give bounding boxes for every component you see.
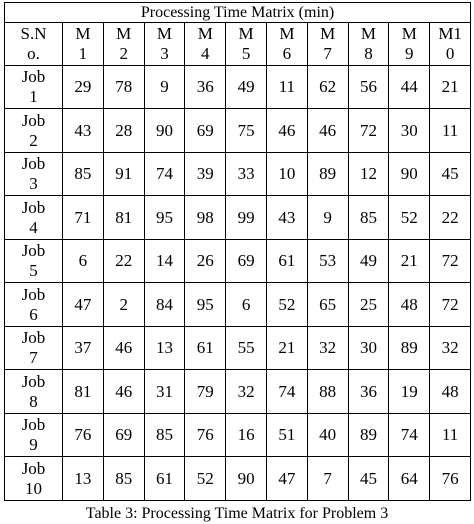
header-serial-no	[5, 23, 63, 66]
time-cell: 81	[103, 196, 144, 240]
job-label-line: 3	[29, 174, 38, 194]
time-cell: 95	[185, 283, 226, 327]
job-label-line: Job	[21, 284, 46, 304]
job-label-cell	[5, 283, 63, 327]
time-cell: 74	[144, 152, 185, 196]
header-text-line: 7	[323, 43, 332, 63]
time-cell: 85	[103, 457, 144, 501]
job-label-line: Job	[21, 371, 46, 391]
time-cell: 13	[144, 326, 185, 370]
time-cell: 61	[185, 326, 226, 370]
header-text-line: M	[197, 23, 213, 43]
header-machine-5	[226, 23, 267, 66]
table-title: Processing Time Matrix (min)	[5, 3, 471, 23]
time-cell: 90	[144, 109, 185, 153]
header-text-line: o.	[27, 43, 40, 63]
time-cell: 85	[144, 413, 185, 457]
time-cell: 16	[226, 413, 267, 457]
time-cell: 46	[103, 370, 144, 414]
time-cell: 6	[63, 239, 104, 283]
time-cell: 61	[144, 457, 185, 501]
time-cell: 9	[307, 196, 348, 240]
job-label-line: Job	[21, 328, 46, 348]
table-row	[5, 196, 471, 240]
time-cell: 72	[348, 109, 389, 153]
table-row	[5, 152, 471, 196]
time-cell: 43	[266, 196, 307, 240]
time-cell: 69	[185, 109, 226, 153]
time-cell: 90	[226, 457, 267, 501]
processing-time-table	[4, 2, 471, 501]
time-cell: 46	[307, 109, 348, 153]
header-machine-6	[266, 23, 307, 66]
job-label-cell	[5, 152, 63, 196]
time-cell: 12	[348, 152, 389, 196]
header-text-line: 5	[241, 43, 251, 63]
time-cell: 39	[185, 152, 226, 196]
header-machine-4	[185, 23, 226, 66]
time-cell: 21	[430, 65, 471, 109]
job-label-line: 10	[25, 478, 42, 498]
time-cell: 52	[185, 457, 226, 501]
time-cell: 14	[144, 239, 185, 283]
header-machine-10	[430, 23, 471, 66]
time-cell: 25	[348, 283, 389, 327]
time-cell: 30	[389, 109, 430, 153]
time-cell: 81	[63, 370, 104, 414]
time-cell: 46	[266, 109, 307, 153]
header-text-line: 1	[78, 43, 88, 63]
header-text-line: M	[238, 23, 254, 43]
table-row	[5, 413, 471, 457]
time-cell: 65	[307, 283, 348, 327]
job-label-line: Job	[21, 154, 46, 174]
time-cell: 51	[266, 413, 307, 457]
table-header-row	[5, 23, 471, 66]
time-cell: 89	[389, 326, 430, 370]
header-text-line: M	[401, 23, 417, 43]
time-cell: 44	[389, 65, 430, 109]
time-cell: 72	[430, 283, 471, 327]
job-label-cell	[5, 370, 63, 414]
time-cell: 52	[266, 283, 307, 327]
time-cell: 89	[348, 413, 389, 457]
header-text-line: 3	[160, 43, 169, 63]
time-cell: 13	[63, 457, 104, 501]
job-label-cell	[5, 457, 63, 501]
time-cell: 31	[144, 370, 185, 414]
time-cell: 22	[103, 239, 144, 283]
job-label-line: Job	[21, 241, 46, 261]
header-text-line: 6	[282, 43, 292, 63]
table-body	[5, 3, 471, 501]
time-cell: 48	[389, 283, 430, 327]
table-row	[5, 370, 471, 414]
time-cell: 69	[226, 239, 267, 283]
job-label-line: 2	[29, 130, 38, 150]
time-cell: 26	[185, 239, 226, 283]
time-cell: 45	[348, 457, 389, 501]
table-row	[5, 283, 471, 327]
header-machine-1	[63, 23, 104, 66]
time-cell: 56	[348, 65, 389, 109]
header-text-line: M1	[438, 23, 462, 43]
job-label-line: Job	[21, 110, 46, 130]
table-row	[5, 65, 471, 109]
job-label-line: Job	[21, 458, 46, 478]
time-cell: 76	[63, 413, 104, 457]
time-cell: 72	[430, 239, 471, 283]
time-cell: 95	[144, 196, 185, 240]
job-label-cell	[5, 109, 63, 153]
job-label-cell	[5, 196, 63, 240]
header-text-line: S.N	[20, 23, 47, 43]
time-cell: 37	[63, 326, 104, 370]
header-text-line: M	[279, 23, 295, 43]
job-label-line: 4	[29, 217, 38, 237]
table-row	[5, 109, 471, 153]
time-cell: 62	[307, 65, 348, 109]
time-cell: 69	[103, 413, 144, 457]
header-text-line: 0	[445, 43, 455, 63]
header-machine-2	[103, 23, 144, 66]
time-cell: 49	[226, 65, 267, 109]
table-caption: Table 3: Processing Time Matrix for Problem 3	[85, 505, 389, 522]
time-cell: 76	[430, 457, 471, 501]
time-cell: 29	[63, 65, 104, 109]
time-cell: 40	[307, 413, 348, 457]
time-cell: 11	[430, 109, 471, 153]
job-label-cell	[5, 239, 63, 283]
table-row	[5, 457, 471, 501]
time-cell: 48	[430, 370, 471, 414]
time-cell: 46	[103, 326, 144, 370]
time-cell: 22	[430, 196, 471, 240]
time-cell: 49	[348, 239, 389, 283]
time-cell: 84	[144, 283, 185, 327]
time-cell: 32	[430, 326, 471, 370]
time-cell: 78	[103, 65, 144, 109]
job-label-line: 7	[29, 348, 38, 368]
time-cell: 47	[63, 283, 104, 327]
header-text-line: 8	[364, 43, 373, 63]
header-text-line: M	[75, 23, 91, 43]
job-label-line: 5	[29, 261, 38, 281]
job-label-line: Job	[21, 197, 46, 217]
time-cell: 61	[266, 239, 307, 283]
time-cell: 55	[226, 326, 267, 370]
header-machine-9	[389, 23, 430, 66]
time-cell: 30	[348, 326, 389, 370]
time-cell: 45	[430, 152, 471, 196]
time-cell: 90	[389, 152, 430, 196]
time-cell: 10	[266, 152, 307, 196]
header-text-line: M	[116, 23, 132, 43]
table-row	[5, 239, 471, 283]
time-cell: 74	[266, 370, 307, 414]
job-label-line: Job	[21, 415, 46, 435]
header-machine-7	[307, 23, 348, 66]
time-cell: 79	[185, 370, 226, 414]
time-cell: 19	[389, 370, 430, 414]
header-text-line: 2	[119, 43, 128, 63]
time-cell: 32	[226, 370, 267, 414]
time-cell: 64	[389, 457, 430, 501]
job-label-cell	[5, 413, 63, 457]
header-text-line: 9	[405, 43, 414, 63]
header-text-line: 4	[201, 43, 210, 63]
time-cell: 11	[430, 413, 471, 457]
header-text-line: M	[360, 23, 377, 43]
time-cell: 11	[266, 65, 307, 109]
header-machine-3	[144, 23, 185, 66]
time-cell: 89	[307, 152, 348, 196]
time-cell: 99	[226, 196, 267, 240]
time-cell: 21	[389, 239, 430, 283]
job-label-line: 8	[29, 391, 38, 411]
time-cell: 9	[144, 65, 185, 109]
time-cell: 7	[307, 457, 348, 501]
time-cell: 47	[266, 457, 307, 501]
time-cell: 76	[185, 413, 226, 457]
header-text-line: M	[156, 23, 173, 43]
time-cell: 75	[226, 109, 267, 153]
job-label-cell	[5, 326, 63, 370]
time-cell: 33	[226, 152, 267, 196]
time-cell: 36	[185, 65, 226, 109]
time-cell: 85	[348, 196, 389, 240]
time-cell: 32	[307, 326, 348, 370]
job-label-line: Job	[21, 66, 46, 86]
job-label-line: 9	[29, 435, 38, 455]
time-cell: 88	[307, 370, 348, 414]
time-cell: 91	[103, 152, 144, 196]
time-cell: 6	[226, 283, 267, 327]
time-cell: 71	[63, 196, 104, 240]
time-cell: 2	[103, 283, 144, 327]
table-row	[5, 326, 471, 370]
job-label-line: 6	[29, 304, 38, 324]
time-cell: 28	[103, 109, 144, 153]
time-cell: 53	[307, 239, 348, 283]
time-cell: 21	[266, 326, 307, 370]
time-cell: 43	[63, 109, 104, 153]
time-cell: 98	[185, 196, 226, 240]
time-cell: 85	[63, 152, 104, 196]
time-cell: 74	[389, 413, 430, 457]
header-machine-8	[348, 23, 389, 66]
table-title-row	[5, 3, 471, 23]
job-label-line: 1	[29, 86, 38, 106]
time-cell: 52	[389, 196, 430, 240]
job-label-cell	[5, 65, 63, 109]
header-text-line: M	[320, 23, 336, 43]
time-cell: 36	[348, 370, 389, 414]
